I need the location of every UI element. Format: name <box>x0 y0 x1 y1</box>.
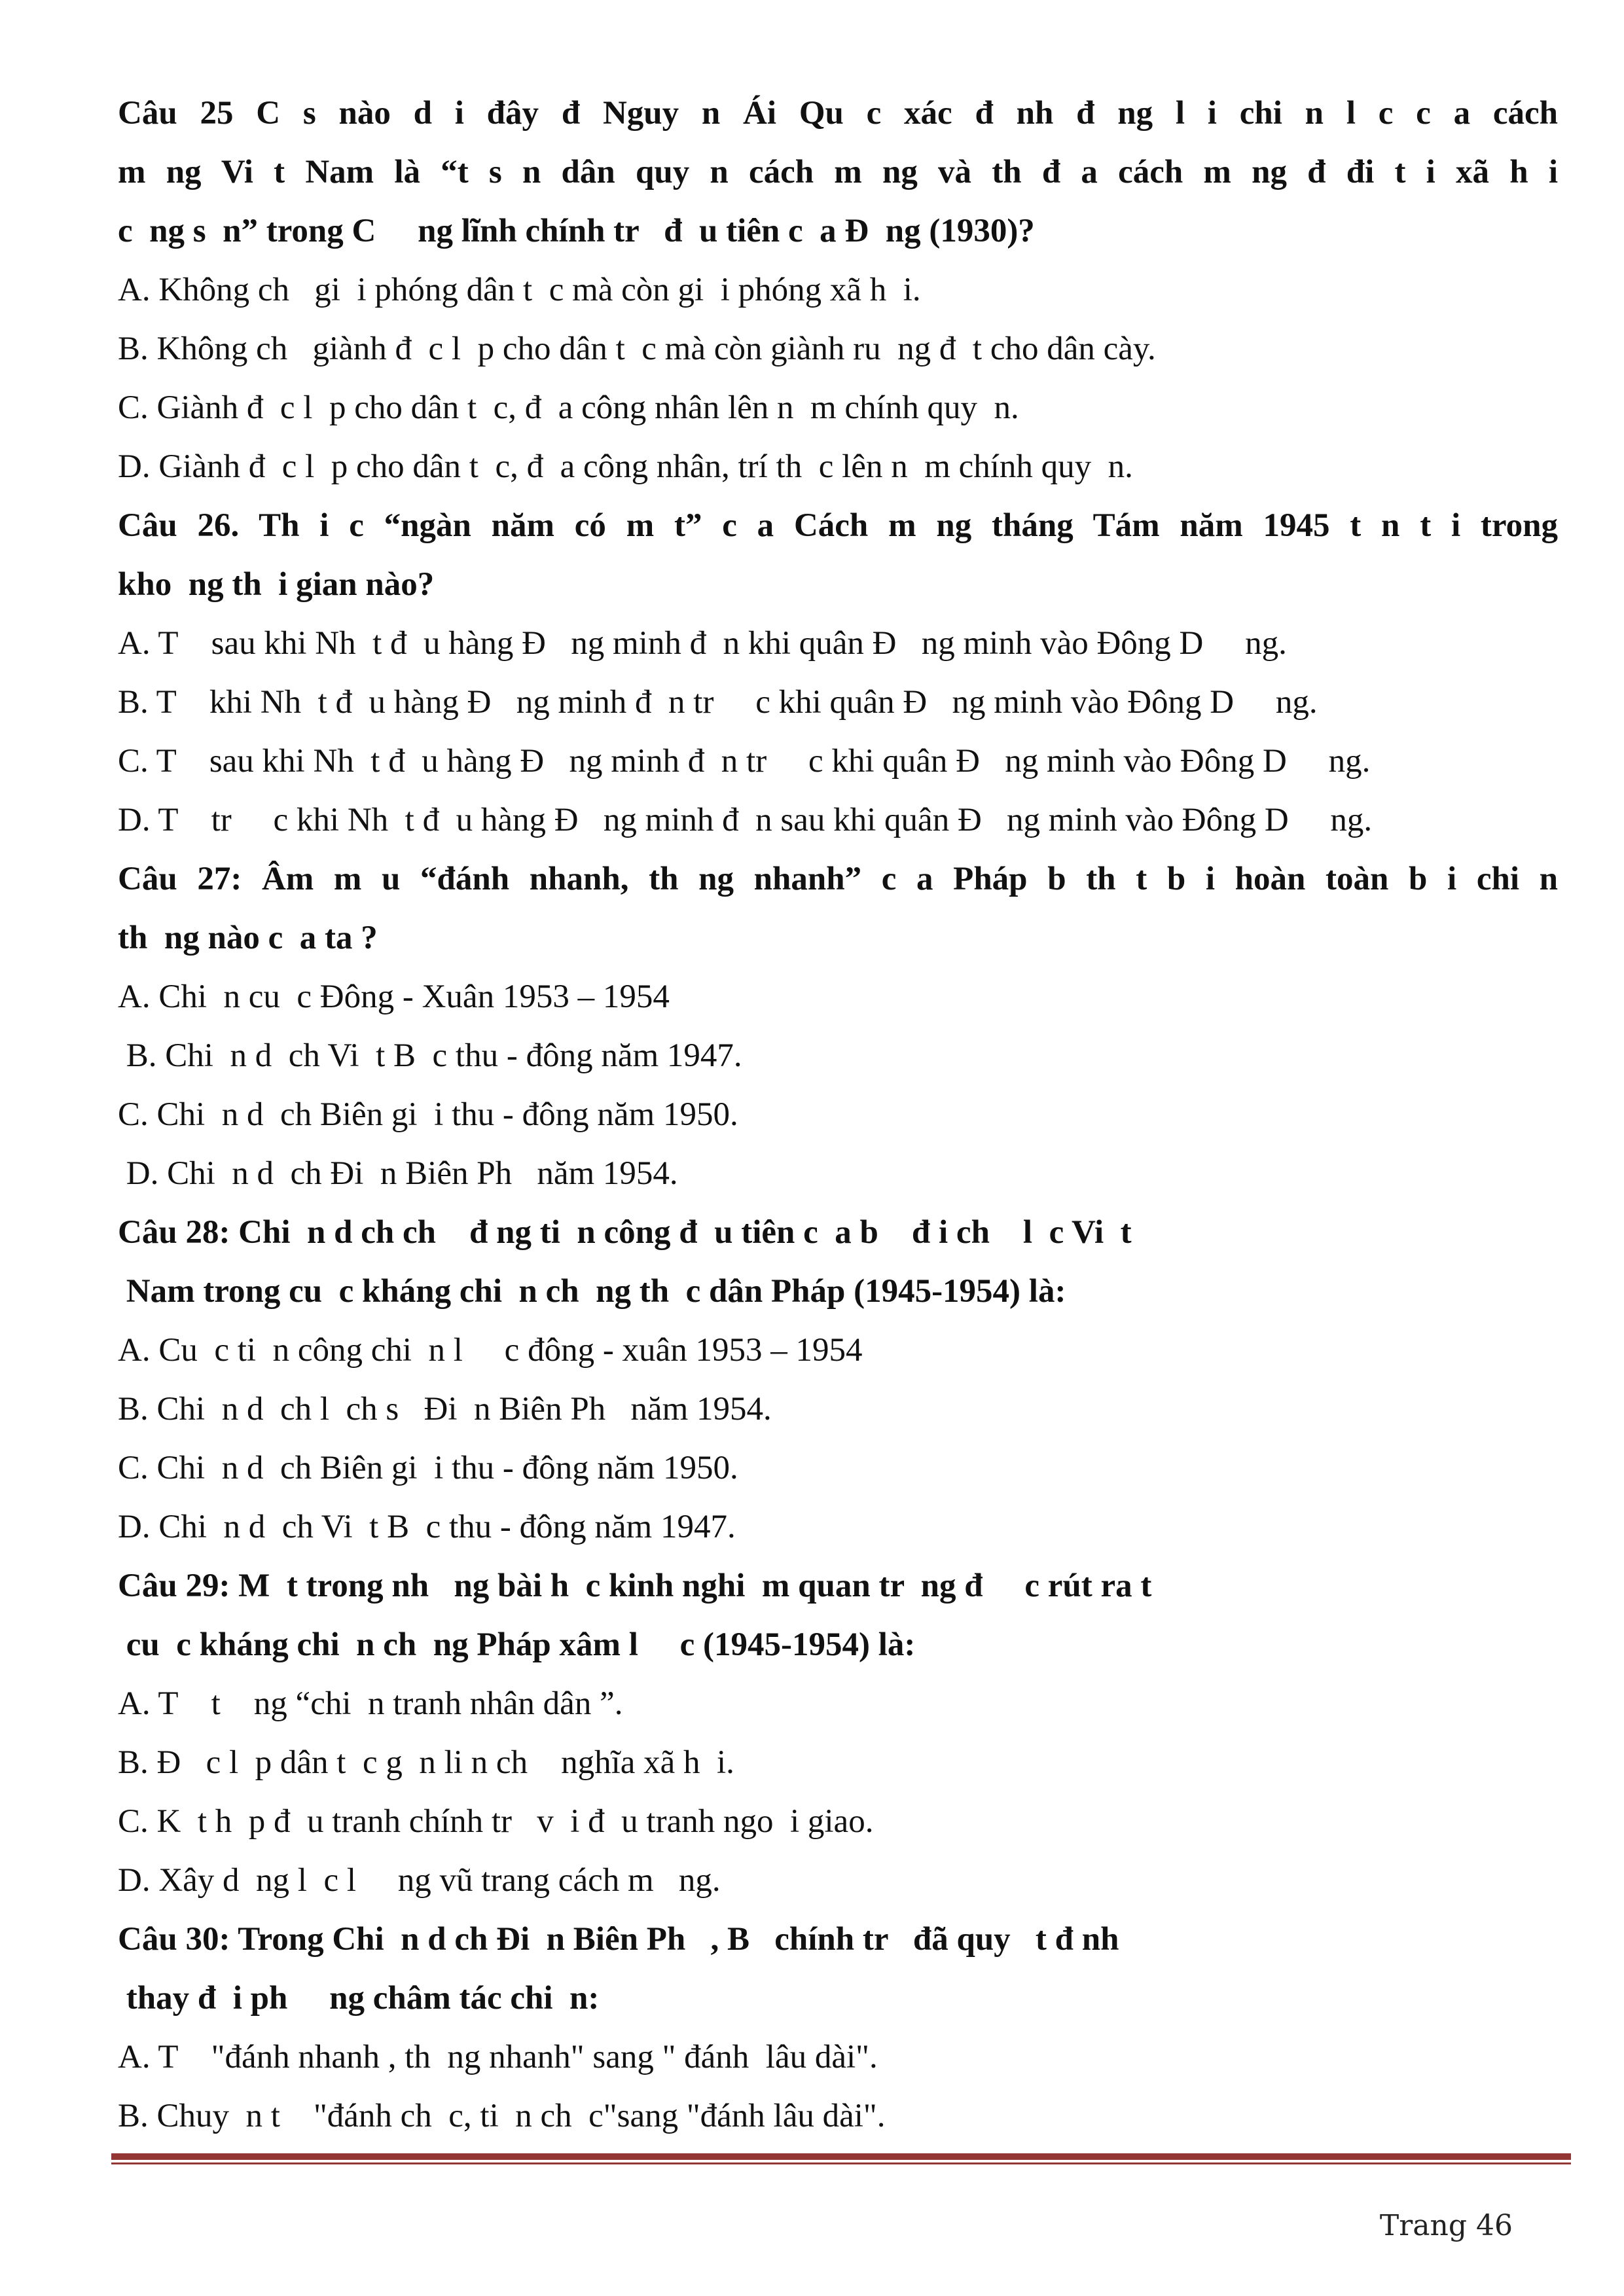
question-25-line-3: c ng s n” trong C ng lĩnh chính tr đ u tiên c a Đ ng (1930)? <box>118 213 1035 249</box>
question-27-option-d: D. Chi n d ch Đi n Biên Ph năm 1954. <box>118 1155 678 1192</box>
question-28-option-d: D. Chi n d ch Vi t B c thu - đông năm 1947. <box>118 1509 736 1545</box>
question-30-line-1: Câu 30: Trong Chi n d ch Đi n Biên Ph , B chính tr đã quy t đ nh <box>118 1921 1119 1958</box>
question-28-line-1: Câu 28: Chi n d ch ch đ ng ti n công đ u tiên c a b đ i ch l c Vi t <box>118 1214 1132 1251</box>
question-29 <box>118 1556 1558 1910</box>
question-28-option-a: A. Cu c ti n công chi n l c đông - xuân 1953 – 1954 <box>118 1332 863 1369</box>
footer-divider <box>111 2153 1571 2164</box>
question-29-line-1: Câu 29: M t trong nh ng bài h c kinh nghi m quan tr ng đ c rút ra t <box>118 1568 1152 1604</box>
question-26 <box>118 496 1558 850</box>
question-29-option-a: A. T t ng “chi n tranh nhân dân ”. <box>118 1685 623 1722</box>
question-30-line-2: thay đ i ph ng châm tác chi n: <box>118 1980 600 2017</box>
question-27-option-b: B. Chi n d ch Vi t B c thu - đông năm 1947. <box>118 1037 742 1074</box>
question-30 <box>118 1910 1558 2145</box>
question-30-option-b: B. Chuy n t "đánh ch c, ti n ch c"sang "đánh lâu dài". <box>118 2098 886 2134</box>
question-27 <box>118 850 1558 1203</box>
question-28-option-b: B. Chi n d ch l ch s Đi n Biên Ph năm 1954. <box>118 1391 772 1427</box>
question-27-line-2: th ng nào c a ta ? <box>118 920 378 956</box>
question-25-option-a: A. Không ch gi i phóng dân t c mà còn gi i phóng xã h i. <box>118 272 921 308</box>
page-number: Trang 46 <box>1379 2209 1513 2242</box>
question-30-option-a: A. T "đánh nhanh , th ng nhanh" sang " đánh lâu dài". <box>118 2039 878 2075</box>
question-27-option-c: C. Chi n d ch Biên gi i thu - đông năm 1950. <box>118 1096 738 1133</box>
document-body <box>118 84 1558 2145</box>
footer-divider-thick <box>111 2153 1571 2160</box>
question-26-line-2: kho ng th i gian nào? <box>118 566 435 603</box>
question-27-option-a: A. Chi n cu c Đông - Xuân 1953 – 1954 <box>118 978 670 1015</box>
question-26-option-a: A. T sau khi Nh t đ u hàng Đ ng minh đ n khi quân Đ ng minh vào Đông D ng. <box>118 625 1287 662</box>
question-25-line-1: Câu 25 C s nào d i đây đ Nguy n Ái Qu c xác đ nh đ ng l i chi n l c c a cách <box>118 95 1558 132</box>
question-25-option-c: C. Giành đ c l p cho dân t c, đ a công nhân lên n m chính quy n. <box>118 389 1019 426</box>
question-27-line-1: Câu 27: Âm m u “đánh nhanh, th ng nhanh” c a Pháp b th t b i hoàn toàn b i chi n <box>118 861 1558 897</box>
question-28-line-2: Nam trong cu c kháng chi n ch ng th c dân Pháp (1945-1954) là: <box>118 1273 1066 1310</box>
footer-divider-thin <box>111 2162 1571 2164</box>
question-26-option-d: D. T tr c khi Nh t đ u hàng Đ ng minh đ n sau khi quân Đ ng minh vào Đông D ng. <box>118 802 1373 838</box>
question-25 <box>118 84 1558 496</box>
question-25-option-d: D. Giành đ c l p cho dân t c, đ a công nhân, trí th c lên n m chính quy n. <box>118 448 1133 485</box>
question-28 <box>118 1203 1558 1556</box>
question-26-option-c: C. T sau khi Nh t đ u hàng Đ ng minh đ n tr c khi quân Đ ng minh vào Đông D ng. <box>118 743 1371 780</box>
question-26-option-b: B. T khi Nh t đ u hàng Đ ng minh đ n tr c khi quân Đ ng minh vào Đông D ng. <box>118 684 1318 721</box>
question-29-option-c: C. K t h p đ u tranh chính tr v i đ u tranh ngo i giao. <box>118 1803 874 1840</box>
question-29-line-2: cu c kháng chi n ch ng Pháp xâm l c (1945-1954) là: <box>118 1626 916 1663</box>
question-25-line-2: m ng Vi t Nam là “t s n dân quy n cách m ng và th đ a cách m ng đ đi t i xã h i <box>118 154 1558 190</box>
question-29-option-d: D. Xây d ng l c l ng vũ trang cách m ng. <box>118 1862 721 1899</box>
question-28-option-c: C. Chi n d ch Biên gi i thu - đông năm 1950. <box>118 1450 738 1486</box>
question-26-line-1: Câu 26. Th i c “ngàn năm có m t” c a Cách m ng tháng Tám năm 1945 t n t i trong <box>118 507 1558 544</box>
question-29-option-b: B. Đ c l p dân t c g n li n ch nghĩa xã h i. <box>118 1744 734 1781</box>
question-25-option-b: B. Không ch giành đ c l p cho dân t c mà còn giành ru ng đ t cho dân cày. <box>118 331 1156 367</box>
